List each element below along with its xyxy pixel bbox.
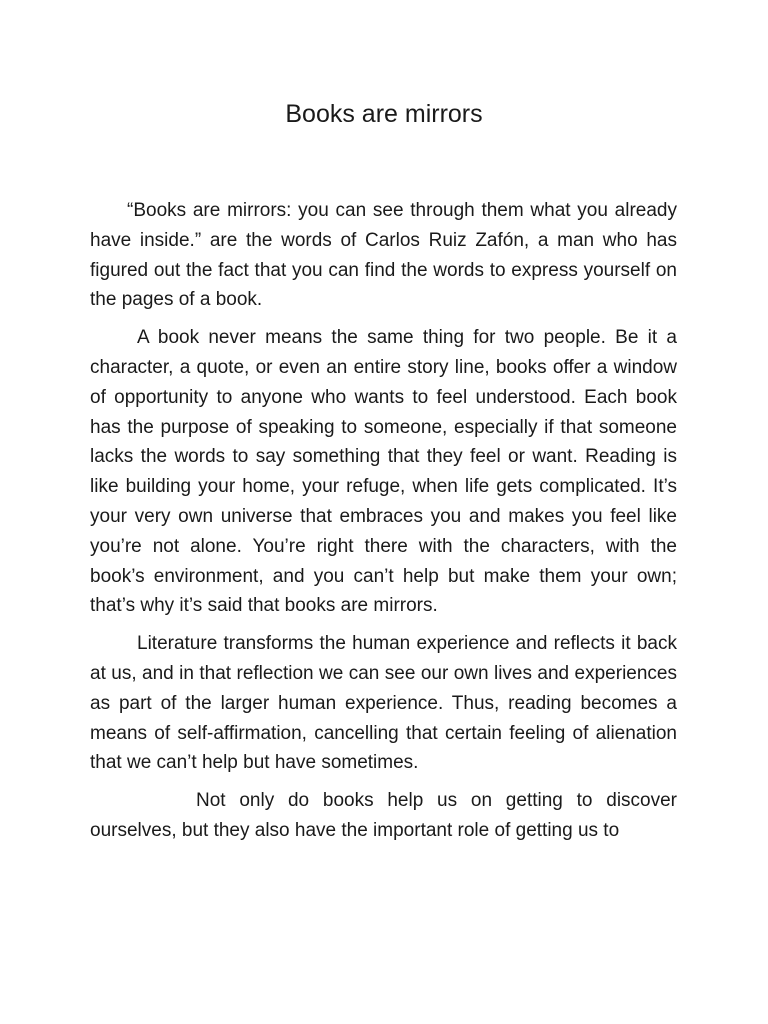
paragraph-1: “Books are mirrors: you can see through them what you already have inside.” are the words of Carlos Ruiz Zafón, a man who has figured out the fact that you can find the words to express yourself on the pages of a book.	[90, 200, 677, 311]
document-title: Books are mirrors	[285, 100, 483, 128]
paragraph-4: Not only do books help us on getting to discover ourselves, but they also have the important role of getting us to	[90, 790, 677, 841]
paragraph-3: Literature transforms the human experience and reflects it back at us, and in that reflection we can see our own lives and experiences as part of the larger human experience. Thus, reading becomes a means of self-affirmation, cancelling that certain feeling of alienation that we can’t help but have sometimes.	[90, 633, 677, 774]
paragraph-2: A book never means the same thing for two people. Be it a character, a quote, or even an entire story line, books offer a window of opportunity to anyone who wants to feel understood. Each book has the purpose of speaking to someone, especially if that someone lacks the words to say something that they feel or want. Reading is like building your home, your refuge, when life gets complicated. It’s your very own universe that embraces you and makes you feel like you’re not alone. You’re right there with the characters, with the book’s environment, and you can’t help but make them your own; that’s why it’s said that books are mirrors.	[90, 327, 677, 617]
document-body	[90, 196, 677, 854]
